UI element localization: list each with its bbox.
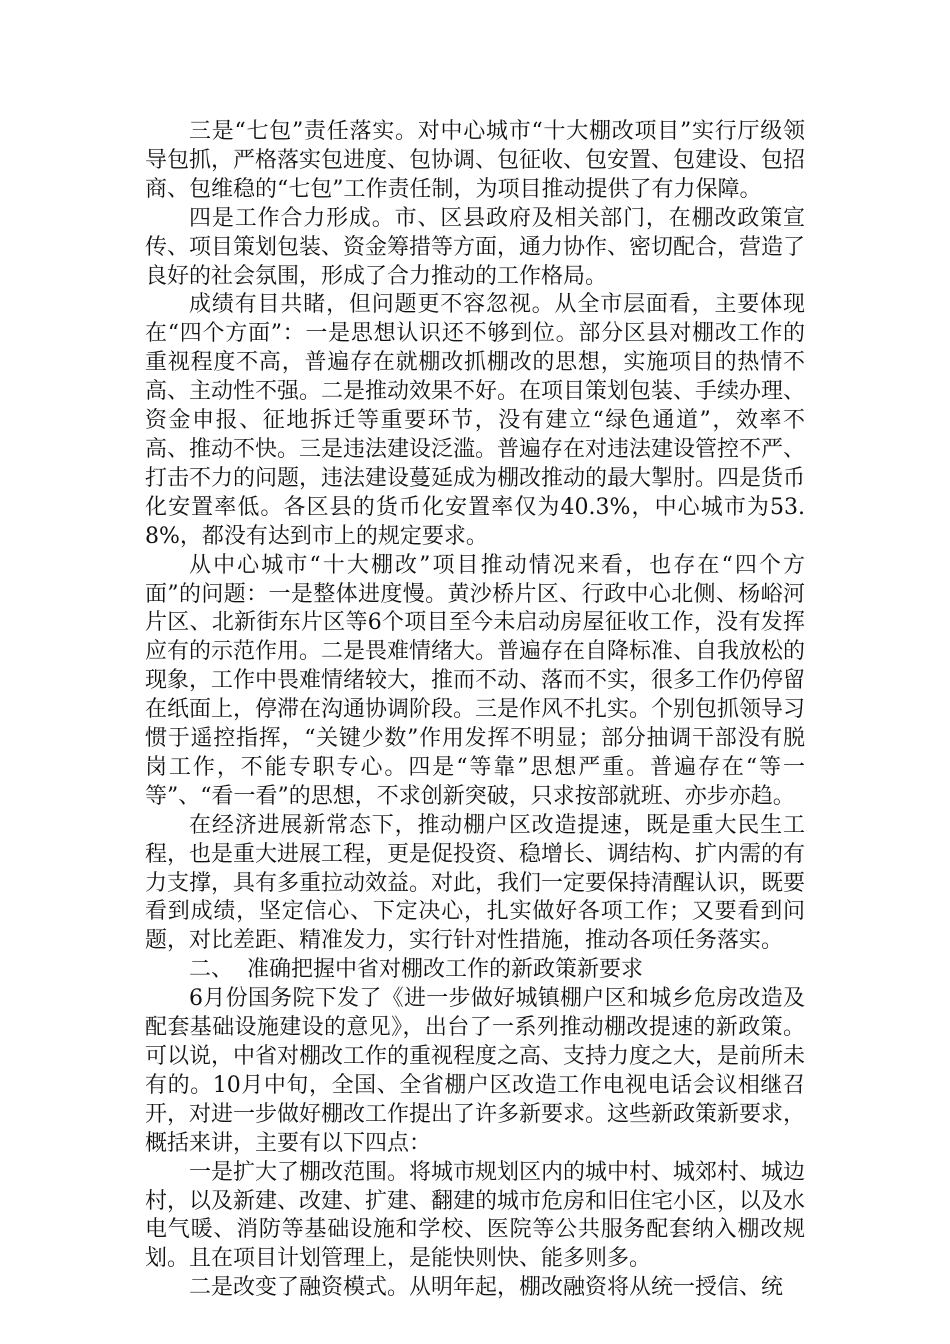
paragraph-expanded-scope: 一是扩大了棚改范围。将城市规划区内的城中村、城郊村、城边村，以及新建、改建、扩建、翻建的城市危房和旧住宅小区，以及水电气暖、消防等基础设施和学校、医院等公共服务配套纳入棚改规划。且在项目计划管理上，是能快则快、能多则多。 xyxy=(145,1159,806,1272)
paragraph-state-council-policy: 6月份国务院下发了《进一步做好城镇棚户区和城乡危房改造及配套基础设施建设的意见》，出台了一系列推动棚改提速的新政策。可以说，中省对棚改工作的重视程度之高、支持力度之大，是前所未有的。10月中旬，全国、全省棚户区改造工作电视电话会议相继召开，对进一步做好棚改工作提出了许多新要求。这些新政策新要求，概括来讲，主要有以下四点： xyxy=(145,986,806,1156)
section-heading-two: 二、 准确把握中省对棚改工作的新政策新要求 xyxy=(189,957,643,983)
paragraph-joint-effort: 四是工作合力形成。市、区县政府及相关部门，在棚改政策宣传、项目策划包装、资金筹措等方面，通力协作、密切配合，营造了良好的社会氛围，形成了合力推动的工作格局。 xyxy=(145,205,806,289)
paragraph-city-problems: 成绩有目共睹，但问题更不容忽视。从全市层面看，主要体现在“四个方面”：一是思想认识还不够到位。部分区县对棚改工作的重视程度不高，普遍存在就棚改抓棚改的思想，实施项目的热情不高、主动性不强。二是推动效果不好。在项目策划包装、手续办理、资金申报、征地拆迁等重要环节，没有建立“绿色通道”，效率不高、推动不快。三是违法建设泛滥。普遍存在对违法建设管控不严、打击不力的问题，违法建设蔓延成为棚改推动的最大掣肘。四是货币化安置率低。各区县的货币化安置率仅为40.3%，中心城市为53.8%，都没有达到市上的规定要求。 xyxy=(145,292,806,549)
document-body xyxy=(145,118,805,1303)
paragraph-new-normal: 在经济进展新常态下，推动棚户区改造提速，既是重大民生工程，也是重大进展工程，更是促投资、稳增长、调结构、扩内需的有力支撑，具有多重拉动效益。对此，我们一定要保持清醒认识，既要看到成绩，坚定信心、下定决心，扎实做好各项工作；又要看到问题，对比差距、精准发力，实行针对性措施，推动各项任务落实。 xyxy=(145,812,806,954)
paragraph-financing-model: 二是改变了融资模式。从明年起，棚改融资将从统一授信、统 xyxy=(189,1275,784,1301)
paragraph-seven-responsibilities: 三是“七包”责任落实。对中心城市“十大棚改项目”实行厅级领导包抓，严格落实包进度、包协调、包征收、包安置、包建设、包招商、包维稳的“七包”工作责任制，为项目推动提供了有力保障。 xyxy=(145,119,806,202)
paragraph-ten-projects-problems: 从中心城市“十大棚改”项目推动情况来看，也存在“四个方面”的问题：一是整体进度慢。黄沙桥片区、行政中心北侧、杨峪河片区、北新街东片区等6个项目至今未启动房屋征收工作，没有发挥应有的示范作用。二是畏难情绪大。普遍存在自降标准、自我放松的现象，工作中畏难情绪较大，推而不动、落而不实，很多工作仍停留在纸面上，停滞在沟通协调阶段。三是作风不扎实。个别包抓领导习惯于遥控指挥，“关键少数”作用发挥不明显；部分抽调干部没有脱岗工作，不能专职专心。四是“等靠”思想严重。普遍存在“等一等”、“看一看”的思想，不求创新突破，只求按部就班、亦步亦趋。 xyxy=(145,552,806,809)
